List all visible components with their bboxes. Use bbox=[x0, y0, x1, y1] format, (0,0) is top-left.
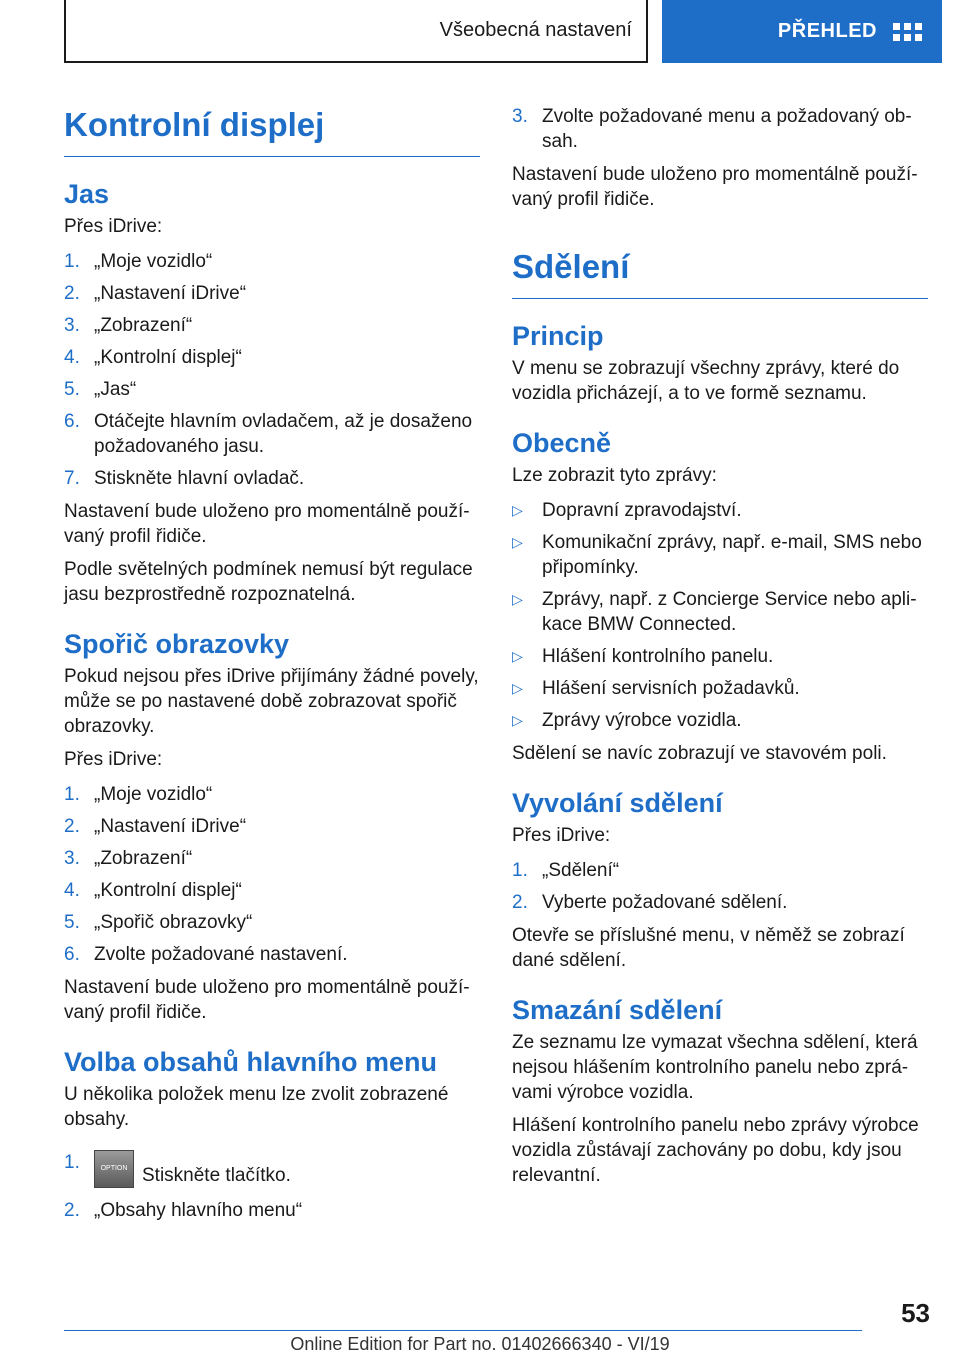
paragraph: Ze seznamu lze vymazat všechna sdělení, která nejsou hlášením kontrolního panelu nebo zprávami výrobce vozidla. bbox=[512, 1032, 918, 1103]
paragraph: Přes iDrive: bbox=[512, 825, 611, 846]
list-item: 2. Vyberte požadované sdělení. bbox=[512, 892, 788, 913]
bullet-list bbox=[512, 498, 928, 733]
section-heading: Spořič obrazovky bbox=[64, 629, 290, 659]
paragraph: Podle světelných podmínek nemusí být regulace jasu bezprostředně rozpoznatelná. bbox=[64, 559, 473, 605]
list-item: 6. Zvolte požadované nastavení. bbox=[64, 944, 348, 965]
paragraph: Nastavení bude uloženo pro momentálně používaný profil řidiče. bbox=[512, 164, 918, 210]
header-section-title bbox=[64, 0, 648, 63]
list-item: 3. „Zobrazení“ bbox=[64, 848, 193, 869]
list-item: ▷ Zprávy, např. z Concierge Service nebo aplikace BMW Connected. bbox=[512, 589, 917, 635]
triangle-bullet-icon: ▷ bbox=[512, 502, 523, 518]
list-item: 7. Stiskněte hlavní ovladač. bbox=[64, 468, 305, 489]
list-item: 3. „Zobrazení“ bbox=[64, 315, 193, 336]
triangle-bullet-icon: ▷ bbox=[512, 534, 523, 550]
grid-menu-icon bbox=[893, 23, 922, 41]
list-item: ▷ Zprávy výrobce vozidla. bbox=[512, 710, 742, 731]
triangle-bullet-icon: ▷ bbox=[512, 680, 523, 696]
step-list bbox=[512, 104, 928, 154]
section-heading: Smazání sdělení bbox=[512, 995, 723, 1025]
list-item: ▷ Hlášení servisních požadavků. bbox=[512, 678, 800, 699]
paragraph: Nastavení bude uloženo pro momentálně používaný profil řidiče. bbox=[64, 501, 470, 547]
list-item: 4. „Kontrolní displej“ bbox=[64, 347, 242, 368]
list-item: 1. „Moje vozidlo“ bbox=[64, 251, 213, 272]
overview-button[interactable] bbox=[662, 0, 942, 63]
step-list bbox=[64, 1150, 480, 1223]
list-item: 1. „Moje vozidlo“ bbox=[64, 784, 213, 805]
list-item: 5. „Jas“ bbox=[64, 379, 137, 400]
paragraph: Otevře se příslušné menu, v něměž se zobrazí dané sdělení. bbox=[512, 925, 905, 971]
section-heading: Obecně bbox=[512, 428, 612, 458]
section-heading: Princip bbox=[512, 321, 604, 351]
triangle-bullet-icon: ▷ bbox=[512, 648, 523, 664]
paragraph: Pokud nejsou přes iDrive přijímány žádné povely, může se po nastavené době zobrazovat spořič obrazovky. bbox=[64, 666, 479, 737]
step-list bbox=[64, 782, 480, 967]
paragraph: Hlášení kontrolního panelu nebo zprávy výrobce vozidla zůstávají zachovány po dobu, kdy jsou relevantní. bbox=[512, 1115, 919, 1186]
list-item: 5. „Spořič obrazovky“ bbox=[64, 912, 253, 933]
step-list bbox=[512, 858, 928, 915]
list-item: 2. „Obsahy hlavního menu“ bbox=[64, 1200, 303, 1221]
paragraph: Lze zobrazit tyto zprávy: bbox=[512, 465, 717, 486]
paragraph: Sdělení se navíc zobrazují ve stavovém poli. bbox=[512, 743, 887, 764]
section-heading: Volba obsahů hlavního menu bbox=[64, 1047, 438, 1077]
section-title: Všeobecná nastavení bbox=[439, 19, 632, 41]
chapter-title: Kontrolní displej bbox=[64, 100, 480, 157]
list-item: ▷ Dopravní zpravodajství. bbox=[512, 500, 742, 521]
list-item: 1. „Sdělení“ bbox=[512, 860, 620, 881]
list-item: 2. „Nastavení iDrive“ bbox=[64, 816, 247, 837]
paragraph: Nastavení bude uloženo pro momentálně používaný profil řidiče. bbox=[64, 977, 470, 1023]
list-item: 4. „Kontrolní displej“ bbox=[64, 880, 242, 901]
list-item: ▷ Komunikační zprávy, např. e-mail, SMS nebo připomínky. bbox=[512, 532, 922, 578]
list-item: 6. Otáčejte hlavním ovladačem, až je dosaženo požadovaného jasu. bbox=[64, 411, 473, 457]
list-item: ▷ Hlášení kontrolního panelu. bbox=[512, 646, 774, 667]
right-column bbox=[512, 104, 928, 1196]
option-button-icon: OPTION bbox=[94, 1150, 134, 1188]
paragraph: U několika položek menu lze zvolit zobrazené obsahy. bbox=[64, 1084, 449, 1130]
overview-label: PŘEHLED bbox=[777, 20, 877, 42]
section-heading: Vyvolání sdělení bbox=[512, 788, 723, 818]
left-column bbox=[64, 100, 480, 1231]
paragraph: Přes iDrive: bbox=[64, 216, 163, 237]
section-heading: Jas bbox=[64, 179, 110, 209]
triangle-bullet-icon: ▷ bbox=[512, 712, 523, 728]
paragraph: V menu se zobrazují všechny zprávy, které do vozidla přicházejí, a to ve formě seznamu. bbox=[512, 358, 900, 404]
page-number: 53 bbox=[901, 1298, 930, 1328]
step-list bbox=[64, 249, 480, 491]
triangle-bullet-icon: ▷ bbox=[512, 591, 523, 607]
chapter-title: Sdělení bbox=[512, 242, 928, 299]
footer-edition: Online Edition for Part no. 01402666340 - VI/19 bbox=[290, 1334, 670, 1354]
list-item: 2. „Nastavení iDrive“ bbox=[64, 283, 247, 304]
footer-divider bbox=[64, 1330, 862, 1331]
paragraph: Přes iDrive: bbox=[64, 749, 163, 770]
list-item: 3. Zvolte požadované menu a požadovaný obsah. bbox=[512, 106, 912, 152]
list-item: 1. OPTION Stiskněte tlačítko. bbox=[64, 1152, 291, 1186]
